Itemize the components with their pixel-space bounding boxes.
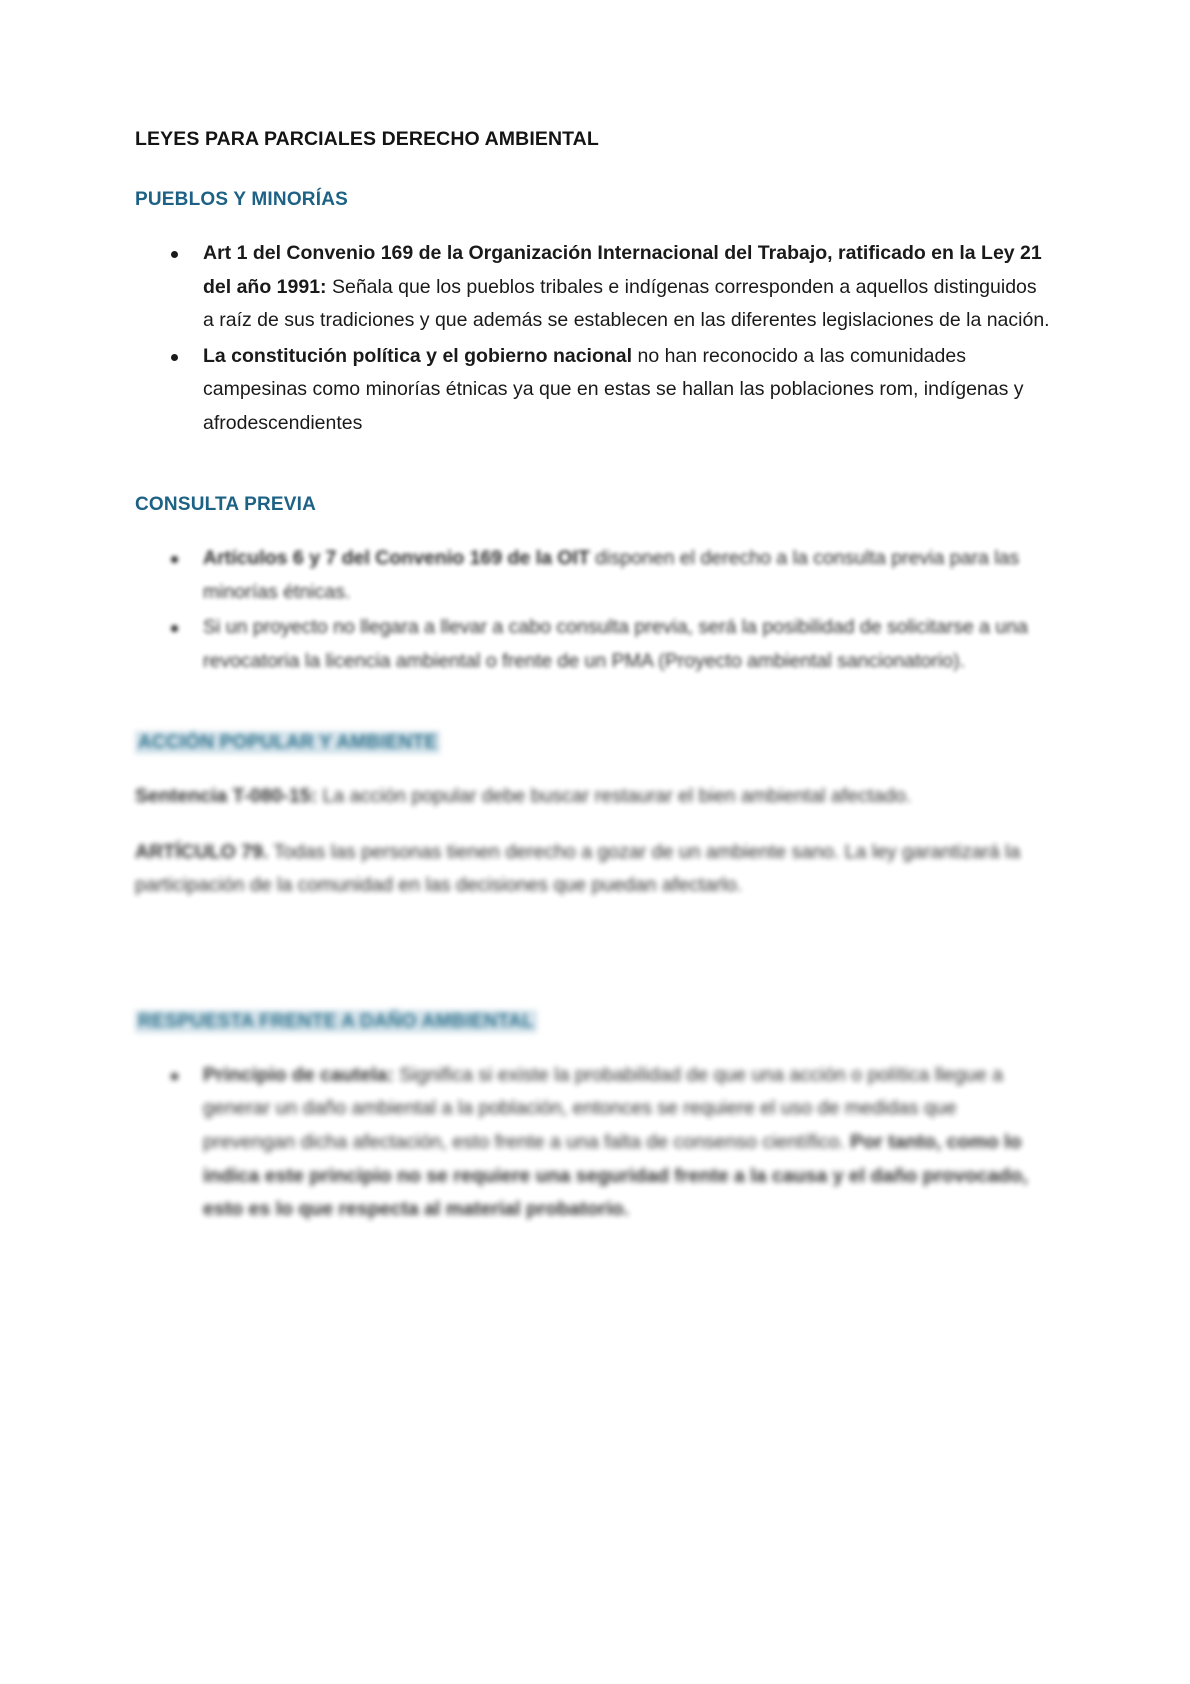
list-item (135, 340, 1050, 441)
list-item-bold-lead: Principio de cautela: (203, 1063, 394, 1086)
list-item-text: Significa si existe la probabilidad de que una acción o política llegue a generar un daño ambiental a la población, entonces se requiere el uso de medidas que prevengan dicha afectación, esto frente a una falta de consenso científico. (203, 1063, 1003, 1153)
section-heading-respuesta-dano-ambiental (135, 1011, 1050, 1033)
list-item-bold-lead: Art 1 del Convenio 169 de la Organización Internacional del Trabajo, ratificado en la Ley 21 del año 1991: (203, 242, 1042, 298)
list-item (135, 237, 1050, 338)
list-item-bold-tail: Por tanto, como lo indica este principio no se requiere una seguridad frente a la causa y el daño provocado, esto es lo que respecta al material probatorio. (203, 1130, 1028, 1221)
list-item-text: Si un proyecto no llegara a llevar a cabo consulta previa, será la posibilidad de solicitarse a una revocatoria la licencia ambiental o frente de un PMA (Proyecto ambiental sancionatorio). (203, 616, 1028, 672)
paragraph-bold-lead: ARTÍCULO 79. (135, 840, 269, 863)
paragraph-group-accion-popular (135, 780, 1050, 903)
spacer (135, 442, 1050, 494)
paragraph (135, 780, 1050, 814)
section-heading-consulta-previa: CONSULTA PREVIA (135, 494, 317, 516)
spacer (135, 925, 1050, 977)
bullet-list-respuesta (135, 1059, 1050, 1227)
section-heading-accion-popular (135, 732, 1050, 754)
paragraph-text: La acción popular debe buscar restaurar el bien ambiental afectado. (317, 785, 912, 808)
section-heading-highlight: RESPUESTA FRENTE A DAÑO AMBIENTAL (135, 1010, 537, 1033)
spacer (135, 680, 1050, 732)
paragraph-bold-lead: Sentencia T-080-15: (135, 785, 318, 808)
spacer (135, 977, 1050, 1011)
paragraph-text: Todas las personas tienen derecho a gozar de un ambiente sano. La ley garantizará la participación de la comunidad en las decisiones que puedan afectarlo. (135, 840, 1021, 897)
list-item-text: Señala que los pueblos tribales e indígenas corresponden a aquellos distinguidos a raíz de sus tradiciones y que además se establecen en las diferentes legislaciones de la nación. (203, 275, 1050, 332)
list-item (135, 1059, 1050, 1227)
section-heading-pueblos-y-minorias: PUEBLOS Y MINORÍAS (135, 189, 348, 210)
list-item (135, 542, 1050, 609)
bullet-list-consulta-previa (135, 542, 1050, 678)
list-item (135, 611, 1050, 678)
page-title: LEYES PARA PARCIALES DERECHO AMBIENTAL (135, 128, 599, 150)
section-heading-highlight: ACCIÓN POPULAR Y AMBIENTE (135, 731, 440, 754)
bullet-list-pueblos (135, 237, 1050, 440)
list-item-bold-lead: La constitución política y el gobierno nacional (203, 344, 633, 367)
list-item-bold-lead: Artículos 6 y 7 del Convenio 169 de la OIT (203, 547, 590, 570)
paragraph (135, 836, 1050, 903)
list-item-text: no han reconocido a las comunidades campesinas como minorías étnicas ya que en estas se hallan las poblaciones rom, indígenas y afrodescendientes (203, 344, 1024, 434)
list-item-text: disponen el derecho a la consulta previa para las minorías étnicas. (203, 547, 1020, 603)
